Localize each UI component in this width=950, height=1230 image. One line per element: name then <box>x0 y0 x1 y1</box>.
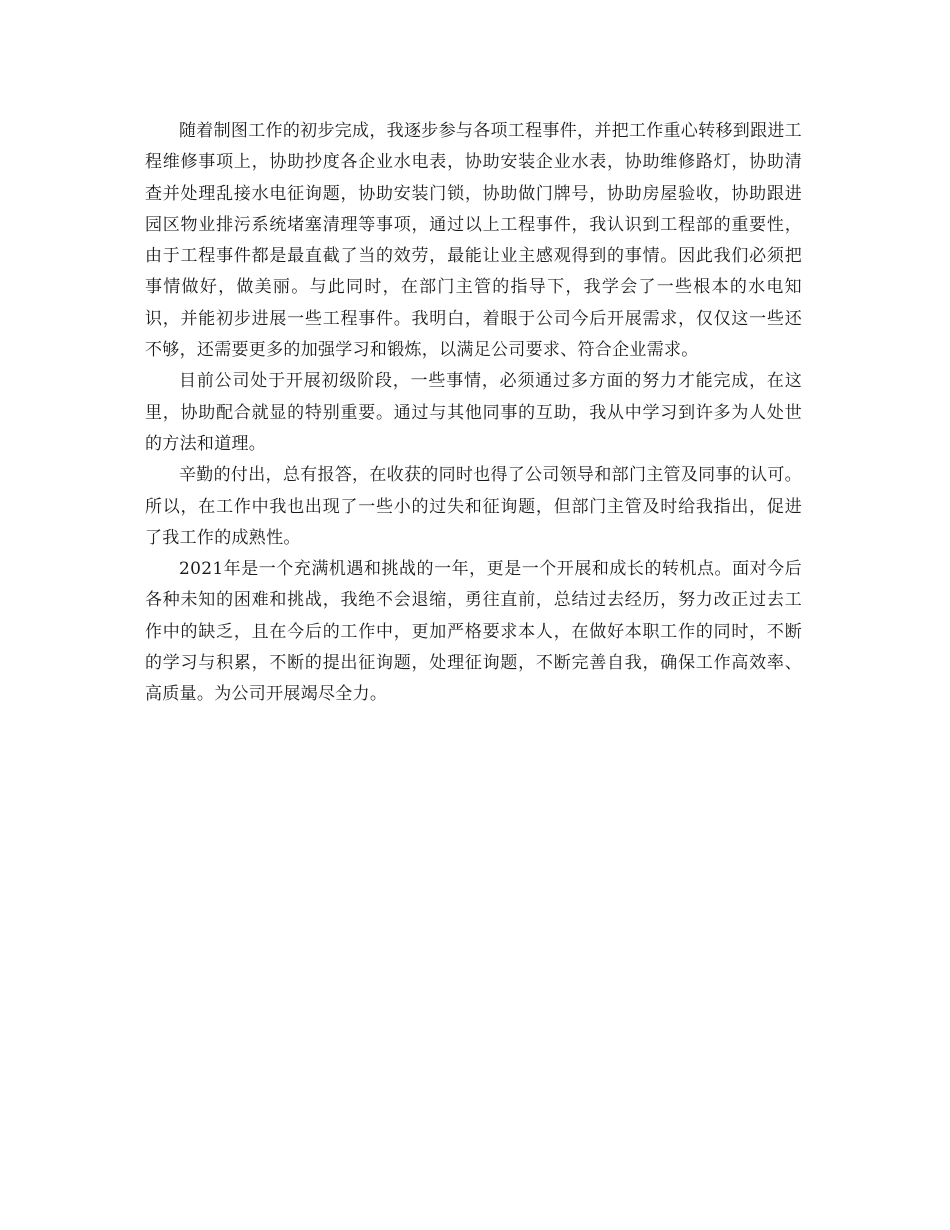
paragraph-2: 目前公司处于开展初级阶段，一些事情，必须通过多方面的努力才能完成，在这里，协助配合就显的特别重要。通过与其他同事的互助，我从中学习到许多为人处世的方法和道理。 <box>145 371 802 454</box>
paragraph-3: 辛勤的付出，总有报答，在收获的同时也得了公司领导和部门主管及同事的认可。所以，在工作中我也出现了一些小的过失和征询题，但部门主管及时给我指出，促进了我工作的成熟性。 <box>145 465 802 548</box>
document-body <box>145 116 802 711</box>
paragraph-1: 随着制图工作的初步完成，我逐步参与各项工程事件，并把工作重心转移到跟进工程维修事项上，协助抄度各企业水电表，协助安装企业水表，协助维修路灯，协助清查并处理乱接水电征询题，协助安装门锁，协助做门牌号，协助房屋验收，协助跟进园区物业排污系统堵塞清理等事项，通过以上工程事件，我认识到工程部的重要性，由于工程事件都是最直截了当的效劳，最能让业主感观得到的事情。因此我们必须把事情做好，做美丽。与此同时，在部门主管的指导下，我学会了一些根本的水电知识，并能初步进展一些工程事件。我明白，着眼于公司今后开展需求，仅仅这一些还不够，还需要更多的加强学习和锻炼，以满足公司要求、符合企业需求。 <box>145 121 802 361</box>
paragraph-4: 2021年是一个充满机遇和挑战的一年，更是一个开展和成长的转机点。面对今后各种未知的困难和挑战，我绝不会退缩，勇往直前，总结过去经历，努力改正过去工作中的缺乏，且在今后的工作中，更加严格要求本人，在做好本职工作的同时，不断的学习与积累，不断的提出征询题，处理征询题，不断完善自我，确保工作高效率、高质量。为公司开展竭尽全力。 <box>145 559 802 705</box>
